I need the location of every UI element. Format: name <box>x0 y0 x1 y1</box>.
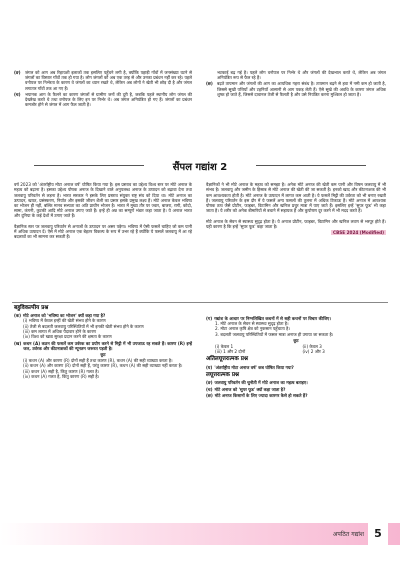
question-text: कथन (A) कठन की फसलें कम उर्वरक का प्रयोग करने से मिट्टी में भी उपजाऊ रह सकते हैं। कारण (R) इन्हें जल, उर्वरक और कीटनाशकों की न्यूनतम जरूरत पड़ती है। <box>23 340 192 351</box>
source-badge: CBSE 2024 (Modified) <box>333 230 384 236</box>
option: (iii) कथन (A) सही है, किंतु कारण (R) गलत है। <box>23 368 100 374</box>
passage-text-left: वर्ष 2023 को 'अंतर्राष्ट्रीय मोटा अनाज वर्ष' घोषित किया गया है। इस प्रस्ताव का उद्देश्य विश्व स्तर पर मोटे अनाज के महत्व को बढ़ाना है। इसका उद्देश्य पोषक अनाज के दिखाने वाले अनुपलब्ध अनाज के उत्पादन को बढ़ावा देना तथा जलवायु परिवर्तन से लड़ना है। भारत सरकार ने इसके लिए प्रस्ताव संयुक्त राष्ट्र संघ को दिया था। मोटे अनाज का उत्पादन, खपत, प्रसंस्करण, निर्यात और इसकी जीवन शैली का प्रसार इसके प्रमुख लक्ष्य हैं। मोटे अनाज केवल भविष्य का भोजन ही नहीं, बल्कि मानव सभ्यता का अति प्राचीन भोजन है। भारत में मुख्य तौर पर ज्वार, बाजरा, रागी, कोदो, सामा, कंगनी, कुटकी आदि मोटे अनाज उगाए जाते हैं। इन्हें ही अन्न का सम्पूर्ण भंडार कहा जाता है। ये अनाज भारत और दुनिया के कई देशों में उगाए जाते हैं। वैज्ञानिक स्तर पर जलवायु परिवर्तन से अनाजों के उत्पादन पर असर पड़ेगा। भविष्य में ऐसी फसलें चाहिए जो कम पानी में अधिक उत्पादन दें। ऐसे में मोटे अनाज एक बेहतर विकल्प के रूप में उभर रहे हैं क्योंकि ये फसलें जलवायु में आ रहे बदलावों का भी सामना कर सकती हैं। <box>14 182 192 240</box>
question-text: मोटे अनाज को 'सुपर फूड' क्यों कहा जाता है? <box>214 386 286 392</box>
option: (ii) केवल 3 <box>302 344 322 350</box>
option-grid <box>206 344 386 354</box>
short2-heading: लघूत्तरात्मक प्रश्न <box>206 371 239 378</box>
question-ch <box>206 387 386 392</box>
answer-item <box>206 81 386 97</box>
passage-left <box>14 177 192 239</box>
option: (iv) कथन (A) गलत है, किंतु कारण (R) सही है। <box>23 373 100 379</box>
question-kh <box>14 341 192 379</box>
option: (iii) 1 और 2 दोनों <box>215 349 246 355</box>
option: (iv) 2 और 3 <box>302 349 325 355</box>
mcq-right <box>206 316 386 400</box>
option: (i) भविष्य में केवल इन्हीं की खेती संभव होने के कारण <box>23 318 106 324</box>
question-text: मोटे अनाज को 'भविष्य का भोजन' क्यों कहा गया है? <box>23 313 106 319</box>
footer-label: अपठित गद्यांश <box>332 531 364 538</box>
question-k <box>14 313 192 339</box>
question-key: (छ) <box>206 393 213 399</box>
question-text: गद्यांश के आधार पर निम्नलिखित कथनों में से सही कथनों पर विचार कीजिए। <box>214 316 331 321</box>
item-key: (ङ) <box>14 70 21 75</box>
question-text: 'अंतर्राष्ट्रीय मोटा अनाज वर्ष' कब घोषित किया गया? <box>214 364 294 370</box>
option: (ii) तेजी से बदलती जलवायु परिस्थितियों में भी इनकी खेती संभव होने के कारण <box>23 323 144 329</box>
section-title: सैंपल गद्यांश 2 <box>0 159 400 173</box>
item-key <box>206 70 215 80</box>
question-key: (ङ) <box>206 380 213 386</box>
answer-item <box>206 70 386 80</box>
code-label: कूट <box>100 352 106 358</box>
option: (iv) विश्व को खाद्य सुरक्षा प्रदान करने की क्षमता के कारण <box>23 334 112 340</box>
item-text: बढ़ते तापमान और जंगलों की आग का अत्यधिक गहरा संबंध है। तापमान बढ़ने से हवा में नमी कम हो जाती है, जिससे सूखी पत्तियाँ और टहनियाँ आसानी से आग पकड़ लेती हैं। ऐसे सूखे की अवधि के कारण जंगल अधिक शुष्क हो जाते हैं, जिससे दावानल तेजी से फैलती है और उसे नियंत्रित करना मुश्किल हो जाता है। <box>217 81 386 97</box>
question-chh <box>206 393 386 398</box>
question-text: जलवायु परिवर्तन की चुनौती में मोटे अनाज का महत्व बताइए। <box>214 380 308 386</box>
question-gh <box>206 365 386 370</box>
item-text: भयानक आग के फैलने का कारण जंगलों से ग्रामीण जनों की दूरी है, जबकि पहले स्थानीय लोग जंगल की देखरेख करते थे तथा वनोपज के लिए इन पर निर्भर थे। अब जंगल अनियंत्रित हो गए हैं। जंगलों का प्रबंधन कमजोर होने से जंगल में आग फैल जाती है। <box>25 91 192 108</box>
item-text: भटकाई बढ़ गई है। पहले लोग वनोपज पर निर्भर थे और जंगलों की देखभाल करते थे, लेकिन अब जंगल अनियंत्रित रूप से फैल रहे हैं। <box>217 70 386 81</box>
question-g <box>206 316 386 354</box>
question-key: (ख) <box>14 340 22 346</box>
question-key: (ग) <box>206 316 213 321</box>
option: (ii) कथन (A) और कारण (R) दोनों सही हैं, परंतु कारण (R), कथन (A) की सही व्याख्या नहीं करता है। <box>23 363 183 369</box>
option: (i) कथन (A) और कारण (R) दोनों सही हैं तथा कारण (R), कथन (A) की सही व्याख्या करता है। <box>23 358 173 364</box>
question-ng <box>206 380 386 385</box>
code-label: कूट <box>293 337 299 343</box>
answer-item <box>14 92 192 108</box>
item-key: (च) <box>14 91 21 97</box>
passage-right <box>206 177 386 240</box>
mcq-left <box>14 306 192 380</box>
answer-item <box>14 70 192 91</box>
mcq-heading: बहुविकल्पीय प्रश्न <box>14 305 49 311</box>
section-divider <box>12 302 388 303</box>
page-number: 5 <box>368 523 388 545</box>
option: (iii) कम लागत में अधिक पैदावार होने के कारण <box>23 328 97 334</box>
option: 3. बदलती जलवायु परिस्थितियों में फसल मात्रा अनाज ही उगाया जा सकता है। <box>215 331 334 337</box>
passage-text-right: वैज्ञानिकों ने भी मोटे अनाज के महत्व को समझा है। अनेक मोटे अनाज की खेती कम पानी और विषम जलवायु में भी संभव है। जलवायु और जमीन के हिसाब से मोटे अनाज की खेती की जा सकती है। इनको खाद और कीटनाशक की भी कम आवश्यकता होती है। मोटे अनाज के उत्पादन में लागत कम आती है। ये फसलें मिट्टी की उर्वरता को भी बनाए रखती हैं। जलवायु परिवर्तन के इस दौर में ये फसलें अन्य फसलों की तुलना में अधिक टिकाऊ हैं। मोटे अनाज में आवश्यक पोषक तत्व जैसे प्रोटीन, फाइबर, विटामिन और खनिज प्रचुर मात्रा में पाए जाते हैं। इसलिए इन्हें 'सुपर फूड' भी कहा जाता है। ये शरीर को अनेक बीमारियों से बचाने में सहायक हैं और कुपोषण दूर करने में भी मदद करते हैं। मोटे अनाज के सेवन से स्वास्थ्य सुदृढ़ होता है। ये अनाज प्रोटीन, फाइबर, विटामिन और खनिज लवण से भरपूर होते हैं। यही कारण है कि इन्हें 'सुपर फूड' कहा जाता है। <box>206 182 386 229</box>
top-answers-right <box>206 70 386 98</box>
item-key: (छ) <box>206 81 213 87</box>
top-answers-left <box>14 70 192 108</box>
short-heading: अतिलघूत्तरात्मक प्रश्न <box>206 356 248 363</box>
question-text: मोटे अनाज किसानों के लिए ज्यादा कारगर कैसे हो सकते हैं? <box>214 393 308 399</box>
question-key: (क) <box>14 313 22 319</box>
option: 1. मोटे अनाज के सेवन से स्वास्थ्य सुदृढ़ होता है। <box>215 321 289 327</box>
question-key: (घ) <box>206 364 213 370</box>
item-text: जंगल को आग अब रिहायशी इलाकों तक इसलिए पहुँचने लगी है, क्योंकि पहाड़ी गाँवों में जनसंख्या घटने से जंगलों का विस्तार गाँवों तक हो गया है। लोग जंगलों को अब एक तरह से और उनका प्रबंधन नहीं कर रहे। पहले वनोपज पर निर्भरता के कारण वे जंगलों का ध्यान रखते थे, लेकिन अब लोगों ने खेती भी छोड़ दी है और जंगल लगातार गाँवों तक आ गए हैं। <box>25 70 192 91</box>
page-footer <box>0 520 400 548</box>
option: (i) केवल 1 <box>215 344 234 350</box>
option: 2. मोटा अनाज कृषि क्षेत्र को नुकसान पहुँचाता है। <box>215 326 290 332</box>
question-key: (च) <box>206 386 213 392</box>
